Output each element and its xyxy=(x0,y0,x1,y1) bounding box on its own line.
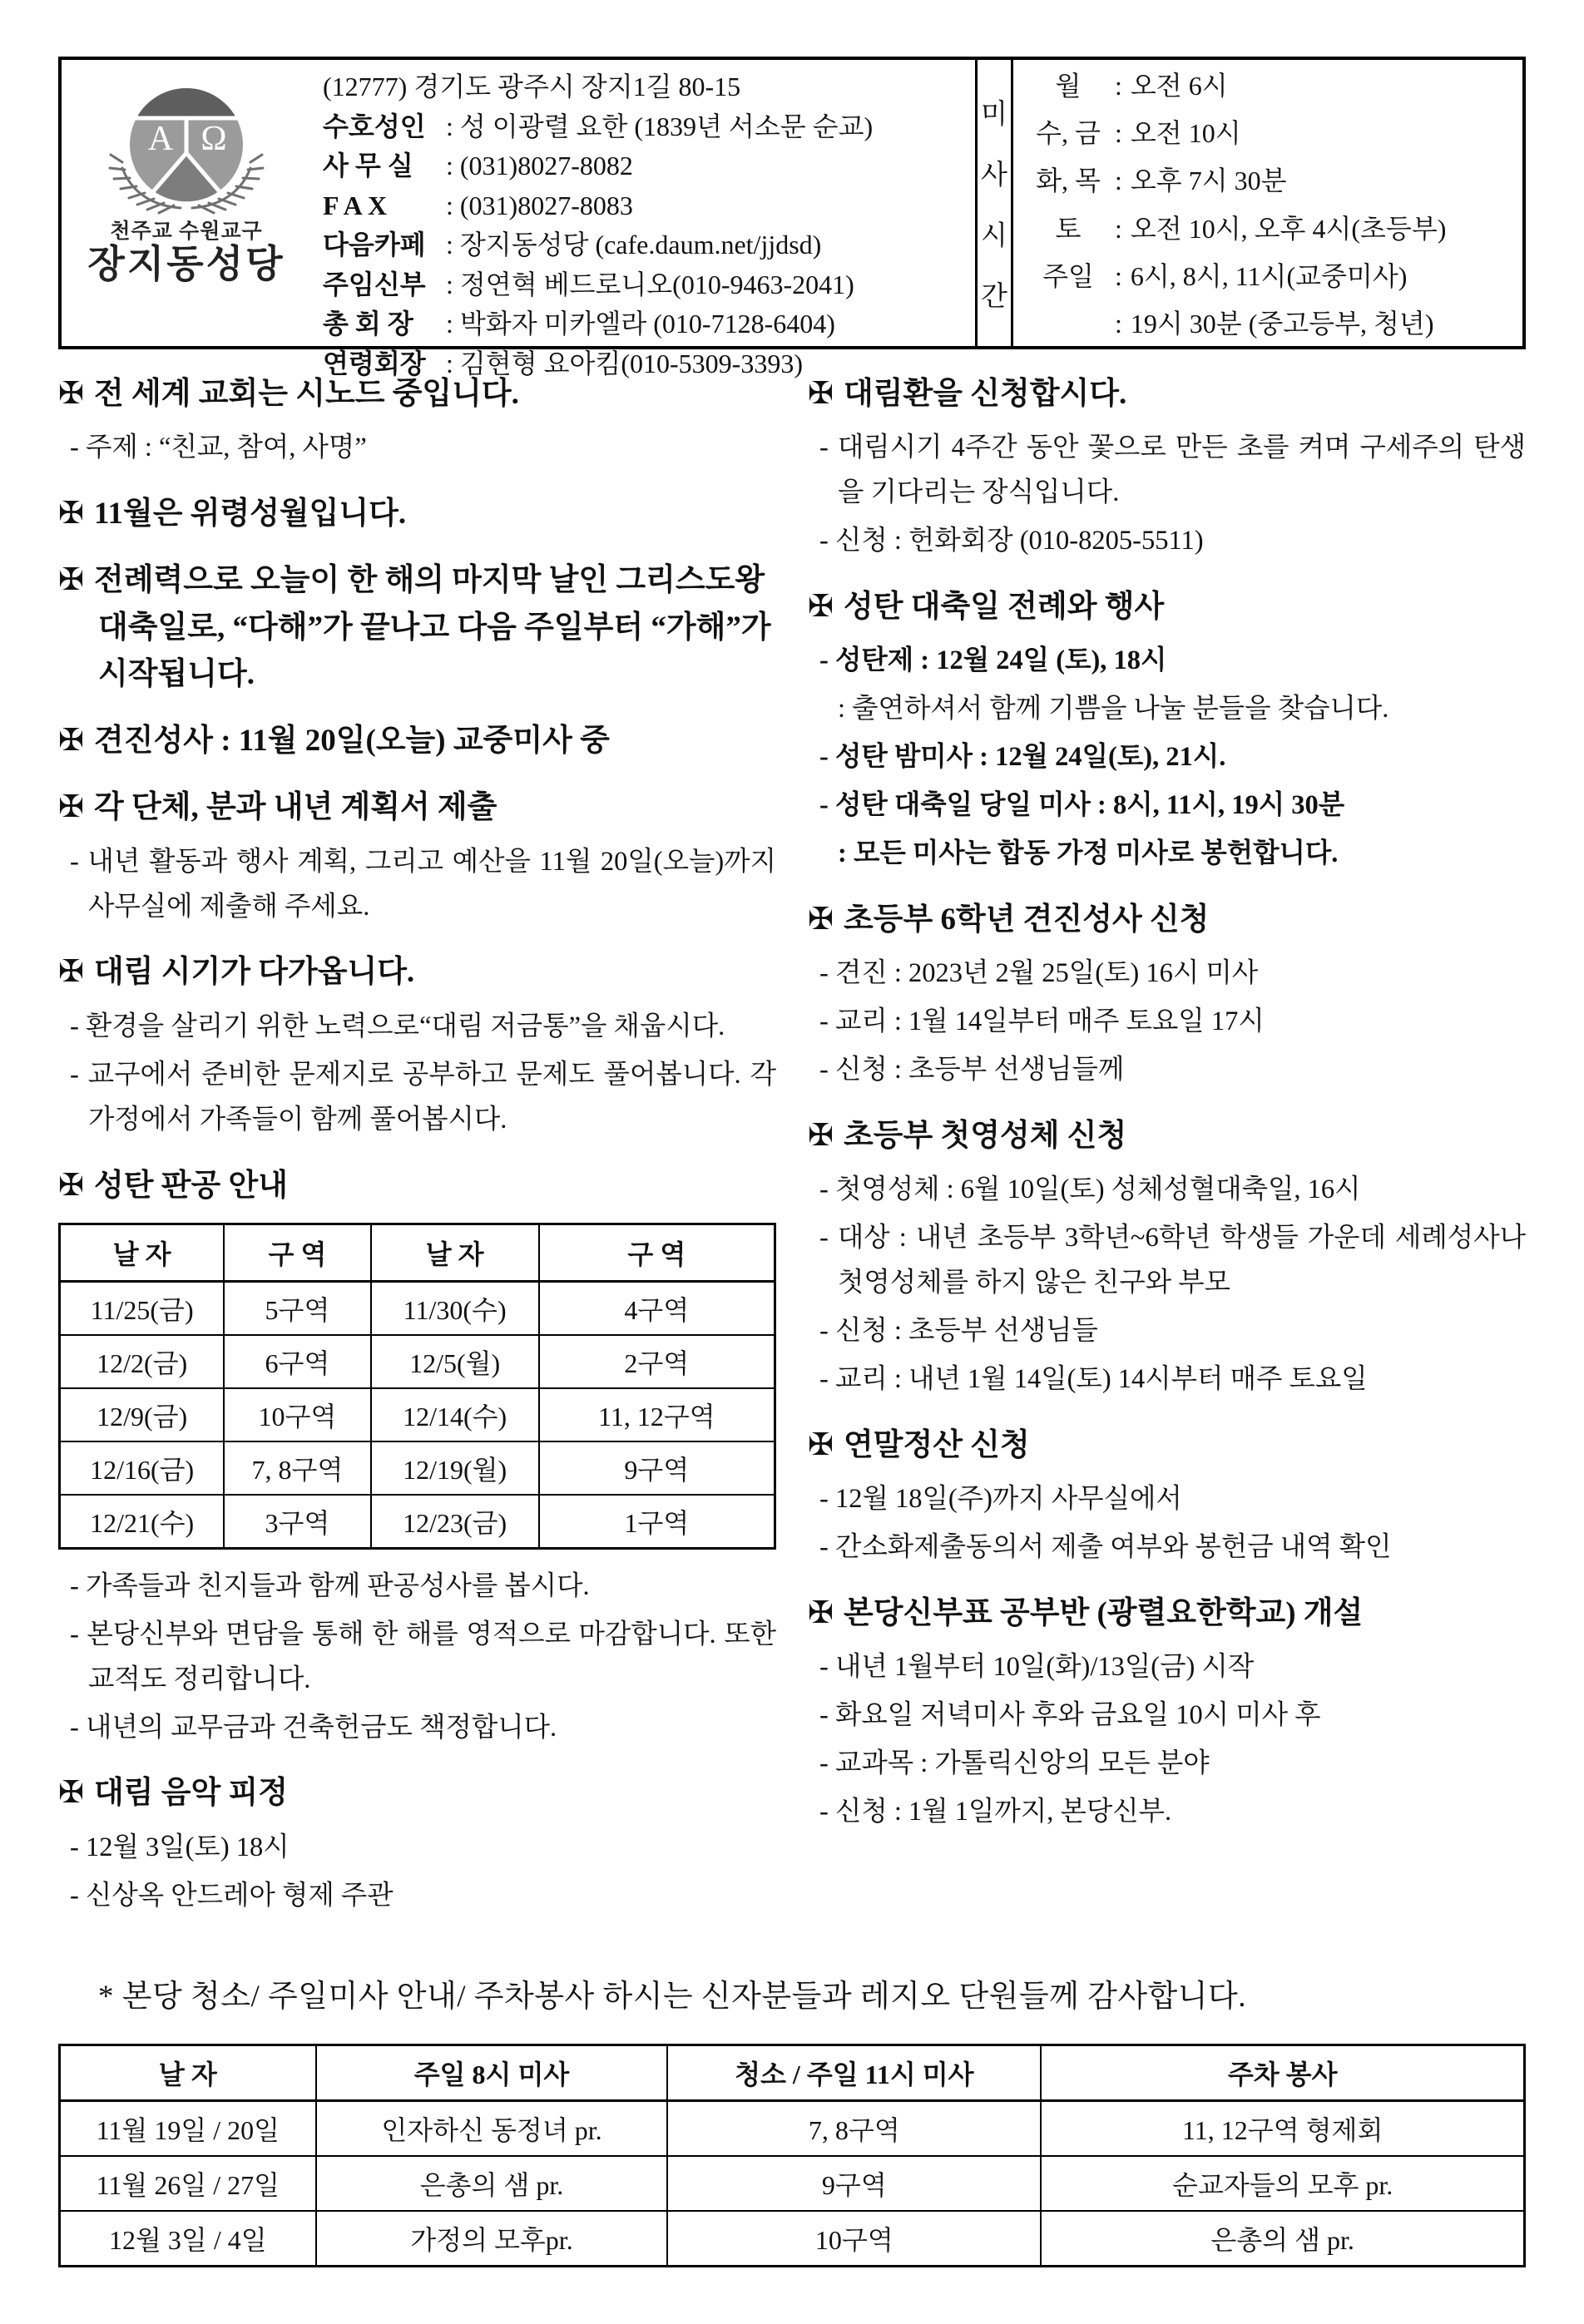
cross-icon: ✠ xyxy=(58,497,85,532)
contact-row xyxy=(323,186,970,226)
section-title-text: 성탄 대축일 전례와 행사 xyxy=(844,590,1165,625)
contact-value: 김현형 요아킴(010-5309-3393) xyxy=(459,348,803,378)
table-cell: 11/25(금) xyxy=(60,1281,225,1335)
section-title xyxy=(58,371,776,418)
contact-label: 주임신부 xyxy=(323,269,426,299)
cross-icon: ✠ xyxy=(808,1427,834,1462)
announcement-line: - 주제 : “친교, 참여, 사명” xyxy=(70,433,367,463)
section-title xyxy=(808,1590,1526,1637)
table-body xyxy=(60,2100,1525,2266)
table-cell: 11, 12구역 xyxy=(539,1388,775,1441)
cross-icon: ✠ xyxy=(808,590,834,625)
contact-label: 다음카페 xyxy=(323,230,426,260)
announcement-section xyxy=(58,491,776,537)
address-line: (12777) 경기도 광주시 장지1길 80-15 xyxy=(323,72,741,101)
announcement-line: - 내년 활동과 행사 계획, 그리고 예산을 11월 20일(오늘)까지 사무실에 제출해 주세요. xyxy=(70,846,776,922)
mass-day: 월 xyxy=(1055,71,1082,101)
section-title-text: 대림환을 신청합시다. xyxy=(844,377,1127,411)
section-title-text: 전례력으로 오늘이 한 해의 마지막 날인 그리스도왕대축일로, “다해”가 끝나고 다음 주일부터 “가해”가 시작됩니다. xyxy=(94,563,771,691)
mass-hour: 19시 30분 (중고등부, 청년) xyxy=(1130,308,1434,339)
table-cell: 1구역 xyxy=(539,1495,775,1549)
contact-label: 연령회장 xyxy=(323,348,426,378)
table-cell: 12/14(수) xyxy=(371,1388,539,1441)
table-row xyxy=(60,1441,775,1495)
table-cell: 9구역 xyxy=(539,1441,775,1495)
colon: : xyxy=(1115,308,1122,339)
table-cell: 5구역 xyxy=(224,1281,370,1335)
table-cell: 7, 8구역 xyxy=(224,1441,370,1495)
announcement-section xyxy=(58,718,776,764)
cross-icon: ✠ xyxy=(808,1119,834,1154)
announcement-line: - 교리 : 내년 1월 14일(토) 14시부터 매주 토요일 xyxy=(819,1364,1368,1394)
cross-icon: ✠ xyxy=(58,724,85,759)
announcement-line: - 대림시기 4주간 동안 꽃으로 만든 초를 켜며 구세주의 탄생을 기다리는 장식입니다. xyxy=(819,433,1526,508)
section-title-text: 초등부 첫영성체 신청 xyxy=(844,1119,1127,1154)
contact-row xyxy=(323,225,970,265)
mass-time-row xyxy=(1022,114,1519,152)
announcement-section xyxy=(808,897,1526,1093)
announcement-section xyxy=(808,1113,1526,1402)
announcement-line: - 내년의 교무금과 건축헌금도 책정합니다. xyxy=(70,1712,557,1743)
table-cell: 11, 12구역 형제회 xyxy=(1041,2100,1524,2156)
colon: : xyxy=(446,190,453,220)
announcement-line: - 신청 : 1월 1일까지, 본당신부. xyxy=(819,1797,1172,1827)
section-title-text: 견진성사 : 11월 20일(오늘) 교중미사 중 xyxy=(94,724,610,759)
contact-value: (031)8027-8083 xyxy=(459,190,633,220)
left-column xyxy=(58,371,776,1939)
mass-time-row xyxy=(1022,257,1519,295)
mass-day: 화, 목 xyxy=(1036,166,1101,196)
contact-row xyxy=(323,265,970,305)
colon: : xyxy=(446,348,453,378)
announcement-columns xyxy=(58,371,1526,1939)
section-title-text: 대림 음악 피정 xyxy=(94,1776,288,1811)
contact-row xyxy=(323,304,970,344)
table-cell: 10구역 xyxy=(667,2211,1041,2267)
alpha-letter: A xyxy=(147,120,174,158)
table-row xyxy=(60,1388,775,1441)
contact-value: 박화자 미카엘라 (010-7128-6404) xyxy=(459,309,835,339)
mass-label-char: 시 xyxy=(981,221,1007,251)
section-title xyxy=(808,897,1526,943)
table-cell: 12/16(금) xyxy=(60,1441,225,1495)
parish-name: 장지동성당 xyxy=(87,243,285,285)
contact-row xyxy=(323,146,970,186)
announcement-line: - 신상옥 안드레아 형제 주관 xyxy=(70,1880,394,1911)
announcement-line: - 교리 : 1월 14일부터 매주 토요일 17시 xyxy=(819,1006,1265,1037)
table-row xyxy=(60,2156,1525,2211)
mass-day: 토 xyxy=(1055,213,1082,244)
table-header-cell: 구 역 xyxy=(224,1224,370,1281)
announcement-line: : 출연하셔서 함께 기쁨을 나눌 분들을 찾습니다. xyxy=(838,694,1389,724)
alpha-omega-logo-icon xyxy=(97,82,275,213)
announcement-section xyxy=(808,584,1526,877)
omega-letter: Ω xyxy=(200,120,227,158)
table-cell: 은총의 샘 pr. xyxy=(316,2156,668,2211)
table-cell: 12/2(금) xyxy=(60,1335,225,1388)
table-cell: 순교자들의 모후 pr. xyxy=(1041,2156,1524,2211)
colon: : xyxy=(1115,118,1122,149)
section-title xyxy=(58,1163,776,1209)
panggong-section xyxy=(58,1163,776,1751)
mass-hour: 오전 10시 xyxy=(1130,118,1241,149)
contact-label: 수호성인 xyxy=(323,111,426,141)
cross-icon: ✠ xyxy=(58,563,85,598)
table-cell: 11월 26일 / 27일 xyxy=(60,2156,316,2211)
announcement-line: - 신청 : 초등부 선생님들 xyxy=(819,1316,1098,1347)
announcement-line: - 성탄제 : 12월 24일 (토), 18시 xyxy=(819,645,1167,676)
announcement-line: - 신청 : 초등부 선생님들께 xyxy=(819,1055,1125,1085)
section-items xyxy=(808,1168,1526,1402)
right-column xyxy=(808,371,1526,1939)
table-cell: 가정의 모후pr. xyxy=(316,2211,668,2267)
announcement-line: - 가족들과 친지들과 함께 판공성사를 봅시다. xyxy=(70,1570,590,1601)
table-row xyxy=(60,1281,775,1335)
section-items xyxy=(808,1645,1526,1835)
contact-value: (031)8027-8082 xyxy=(459,151,633,180)
section-items xyxy=(58,1005,776,1143)
announcement-section xyxy=(58,557,776,698)
mass-time-row xyxy=(1022,210,1519,248)
colon: : xyxy=(446,269,453,299)
table-header-row xyxy=(60,1224,775,1281)
table-cell: 10구역 xyxy=(224,1388,370,1441)
section-title xyxy=(808,584,1526,630)
table-cell: 12/23(금) xyxy=(371,1495,539,1549)
section-title xyxy=(808,371,1526,418)
table-cell: 9구역 xyxy=(667,2156,1041,2211)
announcement-line: - 본당신부와 면담을 통해 한 해를 영적으로 마감합니다. 또한 교적도 정리합니다. xyxy=(70,1619,776,1694)
table-header-cell: 청소 / 주일 11시 미사 xyxy=(667,2045,1041,2100)
mass-day: 수, 금 xyxy=(1036,118,1101,149)
table-row xyxy=(60,2100,1525,2156)
section-title-text: 본당신부표 공부반 (광렬요한학교) 개설 xyxy=(844,1596,1364,1631)
section-title xyxy=(58,718,776,764)
table-header-cell: 주일 8시 미사 xyxy=(316,2045,668,2100)
table-cell: 12/5(월) xyxy=(371,1335,539,1388)
table-cell: 11월 19일 / 20일 xyxy=(60,2100,316,2156)
panggong-notes xyxy=(58,1565,776,1751)
contact-label: F A X xyxy=(323,190,388,220)
announcement-section xyxy=(58,784,776,929)
colon: : xyxy=(1115,260,1122,291)
announcement-line: - 성탄 대축일 당일 미사 : 8시, 11시, 19시 30분 xyxy=(819,790,1345,821)
cross-icon: ✠ xyxy=(808,902,834,937)
section-items xyxy=(808,639,1526,877)
colon: : xyxy=(1115,166,1122,196)
mass-label-char: 미 xyxy=(981,100,1007,130)
announcement-line: - 12월 3일(토) 18시 xyxy=(70,1832,290,1862)
mass-day: 주일 xyxy=(1042,260,1094,291)
cross-icon: ✠ xyxy=(58,955,85,990)
mass-label-char: 사 xyxy=(981,161,1007,190)
table-row xyxy=(60,2211,1525,2267)
section-title-text: 11월은 위령성월입니다. xyxy=(94,497,407,532)
section-title-text: 초등부 6학년 견진성사 신청 xyxy=(844,902,1210,937)
section-title xyxy=(58,557,776,698)
table-body xyxy=(60,1281,775,1548)
cross-icon: ✠ xyxy=(58,377,85,411)
table-header-cell: 날 자 xyxy=(60,1224,225,1281)
colon: : xyxy=(446,151,453,180)
table-header-cell: 날 자 xyxy=(371,1224,539,1281)
announcement-line: - 신청 : 헌화회장 (010-8205-5511) xyxy=(819,526,1204,556)
table-cell: 11/30(수) xyxy=(371,1281,539,1335)
table-header-cell: 구 역 xyxy=(539,1224,775,1281)
section-items xyxy=(808,1477,1526,1570)
colon: : xyxy=(1115,71,1122,101)
announcement-line: - 교구에서 준비한 문제지로 공부하고 문제도 풀어봅니다. 각 가정에서 가족들이 함께 풀어봅시다. xyxy=(70,1059,776,1135)
cross-icon: ✠ xyxy=(58,1168,85,1203)
cross-icon: ✠ xyxy=(58,1776,85,1811)
announcement-section xyxy=(58,949,776,1142)
parish-logo xyxy=(62,60,311,346)
table-cell: 4구역 xyxy=(539,1281,775,1335)
contact-rows xyxy=(323,107,970,384)
table-cell: 12월 3일 / 4일 xyxy=(60,2211,316,2267)
logo-top-segment xyxy=(136,88,236,118)
table-cell: 7, 8구역 xyxy=(667,2100,1041,2156)
section-title-text: 대림 시기가 다가옵니다. xyxy=(94,955,415,990)
announcement-line: - 화요일 저녁미사 후와 금요일 10시 미사 후 xyxy=(819,1700,1321,1731)
section-items xyxy=(808,426,1526,564)
announcement-section xyxy=(58,1770,776,1918)
table-row xyxy=(60,1495,775,1549)
announcement-line: - 12월 18일(주)까지 사무실에서 xyxy=(819,1484,1182,1515)
right-sections xyxy=(808,371,1526,1835)
contact-row xyxy=(323,107,970,147)
table-cell: 3구역 xyxy=(224,1495,370,1549)
section-title xyxy=(58,784,776,831)
announcement-line: : 모든 미사는 합동 가정 미사로 봉헌합니다. xyxy=(838,838,1339,869)
colon: : xyxy=(446,230,453,260)
table-cell: 12/19(월) xyxy=(371,1441,539,1495)
cross-icon: ✠ xyxy=(58,790,85,825)
cross-icon: ✠ xyxy=(808,377,834,411)
mass-time-row xyxy=(1022,304,1519,343)
announcement-line: - 첫영성체 : 6월 10일(토) 성체성혈대축일, 16시 xyxy=(819,1174,1361,1205)
section-title-text: 성탄 판공 안내 xyxy=(94,1168,288,1203)
announcement-section xyxy=(58,371,776,471)
table-header-cell: 주차 봉사 xyxy=(1041,2045,1524,2100)
header-box xyxy=(58,57,1526,378)
colon: : xyxy=(1115,213,1122,244)
mass-hour: 오전 10시, 오후 4시(초등부) xyxy=(1130,213,1447,244)
colon: : xyxy=(446,111,453,141)
section-items xyxy=(808,952,1526,1093)
table-cell: 2구역 xyxy=(539,1335,775,1388)
section-title xyxy=(58,491,776,537)
announcement-section xyxy=(808,1422,1526,1570)
table-cell: 12/21(수) xyxy=(60,1495,225,1549)
mass-time-row xyxy=(1022,67,1519,105)
announcement-line: - 내년 1월부터 10일(화)/13일(금) 시작 xyxy=(819,1652,1255,1683)
contact-value: 정연혁 베드로니오(010-9463-2041) xyxy=(459,269,854,299)
table-cell: 은총의 샘 pr. xyxy=(1041,2211,1524,2267)
contact-value: 성 이광렬 요한 (1839년 서소문 순교) xyxy=(459,111,874,141)
mass-time-row xyxy=(1022,161,1519,200)
cross-icon: ✠ xyxy=(808,1596,834,1631)
section-title xyxy=(808,1422,1526,1469)
mass-time-vertical-label xyxy=(975,60,1013,346)
section-title-text: 연말정산 신청 xyxy=(844,1427,1030,1462)
section-items xyxy=(58,426,776,471)
table-header-cell: 날 자 xyxy=(60,2045,316,2100)
colon: : xyxy=(446,309,453,339)
table-row xyxy=(60,1335,775,1388)
section-title-text: 전 세계 교회는 시노드 중입니다. xyxy=(94,377,519,411)
table-cell: 인자하신 동정녀 pr. xyxy=(316,2100,668,2156)
left-sections-bottom xyxy=(58,1770,776,1918)
section-title-text: 각 단체, 분과 내년 계획서 제출 xyxy=(94,790,497,825)
duty-schedule-table xyxy=(58,2044,1526,2267)
table-cell: 12/9(금) xyxy=(60,1388,225,1441)
announcement-line: - 간소화제출동의서 제출 여부와 봉헌금 내역 확인 xyxy=(819,1532,1392,1563)
contact-label: 사 무 실 xyxy=(323,151,413,180)
section-title xyxy=(808,1113,1526,1160)
announcement-line: - 견진 : 2023년 2월 25일(토) 16시 미사 xyxy=(819,958,1259,989)
announcement-line: - 환경을 살리기 위한 노력으로“대림 저금통”을 채웁시다. xyxy=(70,1011,725,1041)
section-title xyxy=(58,1770,776,1817)
contact-info xyxy=(311,60,975,378)
section-items xyxy=(58,1826,776,1919)
mass-hour: 오후 7시 30분 xyxy=(1130,166,1287,196)
panggong-schedule-table xyxy=(58,1223,776,1550)
section-items xyxy=(58,840,776,930)
table-cell: 6구역 xyxy=(224,1335,370,1388)
diocese-name: 천주교 수원교구 xyxy=(110,220,263,243)
announcement-line: - 대상 : 내년 초등부 3학년~6학년 학생들 가운데 세례성사나 첫영성체를 하지 않은 친구와 부모 xyxy=(819,1223,1526,1298)
mass-label-char: 간 xyxy=(981,282,1007,312)
mass-hour: 오전 6시 xyxy=(1130,71,1228,101)
announcement-section xyxy=(808,1590,1526,1835)
contact-value: 장지동성당 (cafe.daum.net/jjdsd) xyxy=(459,230,822,260)
announcement-section xyxy=(808,371,1526,564)
mass-hour: 6시, 8시, 11시(교중미사) xyxy=(1130,260,1408,291)
section-title xyxy=(58,949,776,996)
announcement-line: - 성탄 밤미사 : 12월 24일(토), 21시. xyxy=(819,742,1226,773)
left-sections-top xyxy=(58,371,776,1143)
mass-times xyxy=(1013,60,1522,346)
thanks-note: * 본당 청소/ 주일미사 안내/ 주차봉사 하시는 신자분들과 레지오 단원들께 감사합니다. xyxy=(98,1979,1247,2014)
table-header-row xyxy=(60,2045,1525,2100)
announcement-line: - 교과목 : 가톨릭신앙의 모든 분야 xyxy=(819,1748,1210,1779)
contact-label: 총 회 장 xyxy=(323,309,413,339)
